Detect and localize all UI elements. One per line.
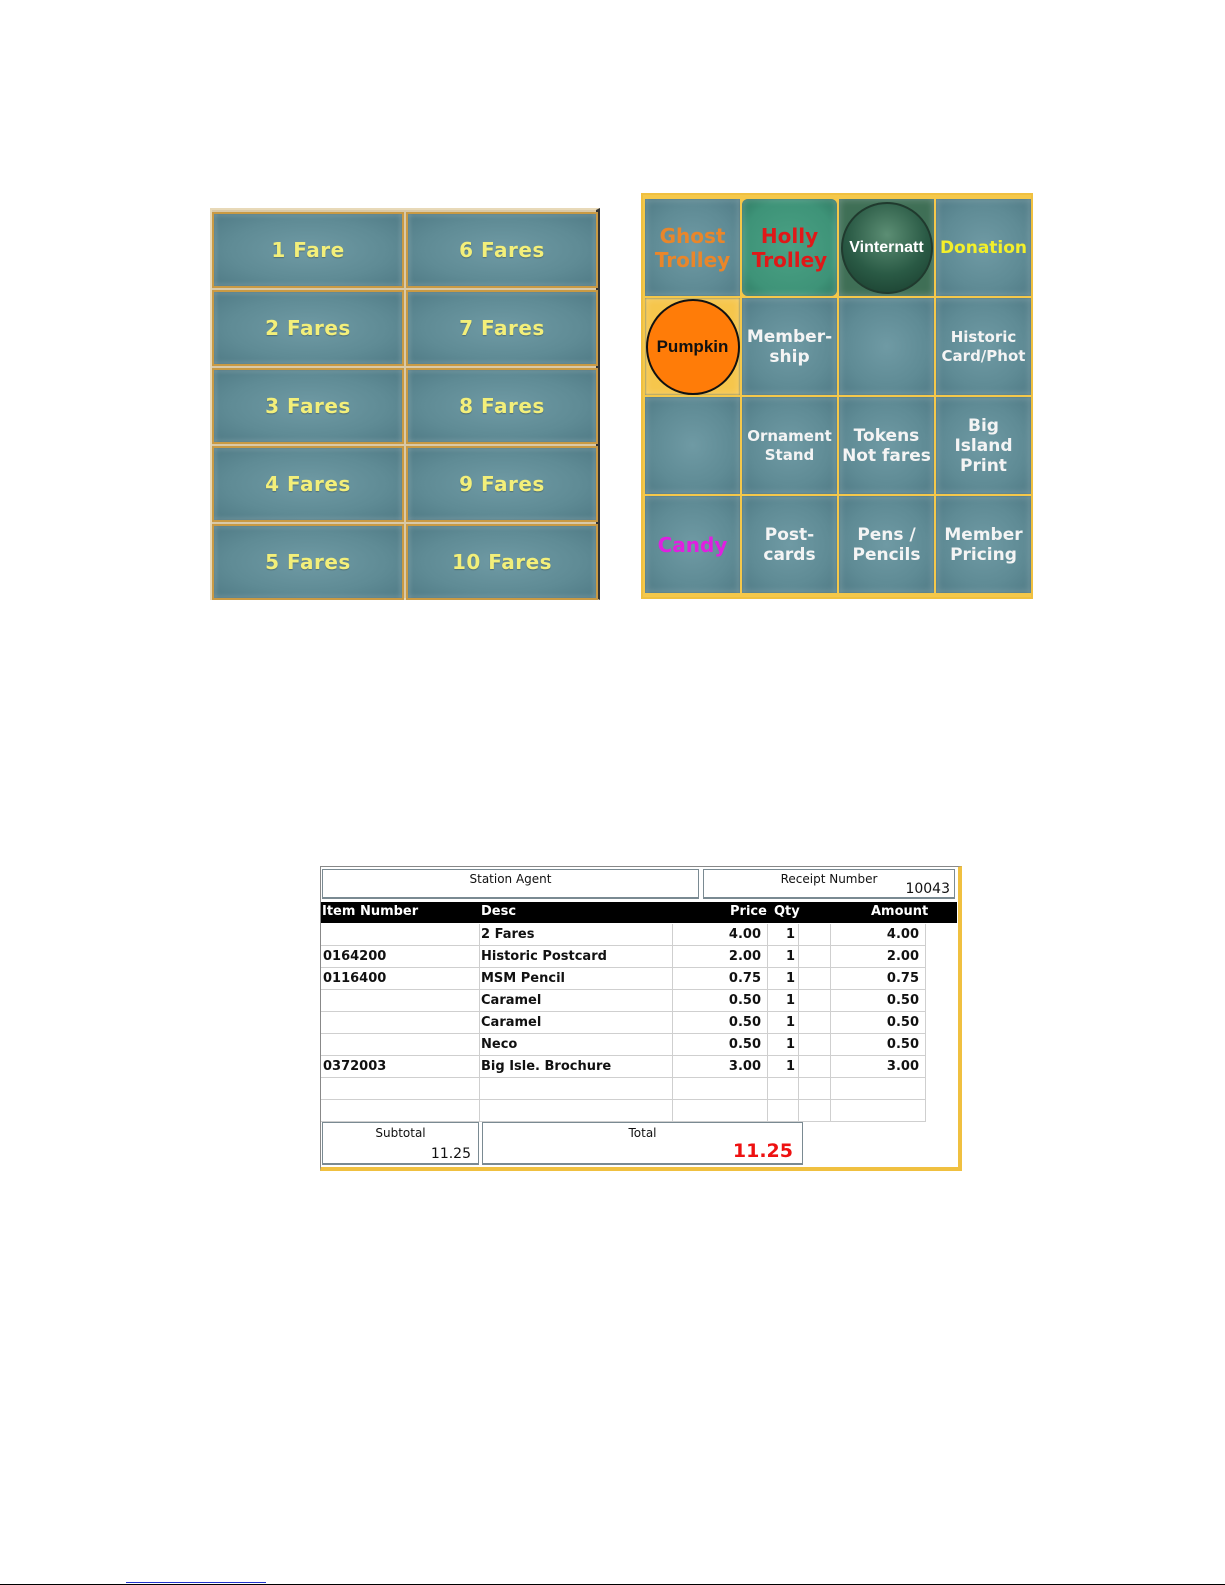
subtotal-box — [322, 1122, 479, 1165]
cell-amount — [831, 1078, 926, 1099]
cell-amount: 4.00 — [831, 924, 926, 945]
cell-amount — [831, 1100, 926, 1121]
pens-pencils-button[interactable]: Pens / Pencils — [839, 496, 934, 593]
fares-panel — [210, 208, 600, 600]
cell-amount: 0.50 — [831, 990, 926, 1011]
table-row[interactable] — [321, 1056, 926, 1078]
cell-price — [673, 1100, 768, 1121]
cell-blank — [799, 924, 831, 945]
member-pricing-button[interactable]: Member Pricing — [936, 496, 1031, 593]
cell-qty: 1 — [768, 990, 799, 1011]
cell-blank — [799, 1100, 831, 1121]
fare-button-9[interactable]: 9 Fares — [406, 446, 598, 522]
cell-desc: Caramel — [480, 990, 673, 1011]
receipt-number-box — [703, 869, 955, 899]
holly-trolley-button[interactable]: Holly Trolley — [742, 199, 837, 296]
items-panel — [641, 193, 1033, 599]
table-row[interactable] — [321, 1012, 926, 1034]
table-row[interactable] — [321, 946, 926, 968]
total-box — [482, 1122, 803, 1165]
cell-qty: 1 — [768, 968, 799, 989]
table-row[interactable] — [321, 1078, 926, 1100]
fare-button-10[interactable]: 10 Fares — [406, 524, 598, 600]
cell-amount: 0.50 — [831, 1012, 926, 1033]
subtotal-label: Subtotal — [375, 1126, 426, 1140]
table-row[interactable] — [321, 1100, 926, 1122]
fare-button-8[interactable]: 8 Fares — [406, 368, 598, 444]
cell-item-number: 0372003 — [321, 1056, 480, 1077]
fare-button-3[interactable]: 3 Fares — [212, 368, 404, 444]
fare-button-2[interactable]: 2 Fares — [212, 290, 404, 366]
cell-price: 4.00 — [673, 924, 768, 945]
cell-item-number — [321, 924, 480, 945]
table-row[interactable] — [321, 968, 926, 990]
vinternatt-button[interactable]: Vinternatt — [841, 202, 933, 294]
postcards-button[interactable]: Post- cards — [742, 496, 837, 593]
cell-blank — [799, 1034, 831, 1055]
receipt-number-label: Receipt Number — [780, 872, 878, 886]
cell-item-number — [321, 1034, 480, 1055]
cell-price: 0.50 — [673, 1012, 768, 1033]
fare-button-1[interactable]: 1 Fare — [212, 212, 404, 288]
cell-desc — [480, 1100, 673, 1121]
cell-qty — [768, 1078, 799, 1099]
table-row[interactable] — [321, 990, 926, 1012]
cell-qty: 1 — [768, 946, 799, 967]
empty-item-button-1[interactable] — [839, 298, 934, 395]
fares-grid — [212, 210, 598, 600]
empty-item-button-2[interactable] — [645, 397, 740, 494]
cell-qty: 1 — [768, 1034, 799, 1055]
subtotal-value: 11.25 — [430, 1146, 471, 1162]
cell-desc: 2 Fares — [480, 924, 673, 945]
cell-qty — [768, 1100, 799, 1121]
cell-desc: Caramel — [480, 1012, 673, 1033]
fare-button-7[interactable]: 7 Fares — [406, 290, 598, 366]
items-grid — [645, 199, 1031, 597]
receipt-panel — [320, 866, 962, 1171]
cell-amount: 3.00 — [831, 1056, 926, 1077]
cell-desc: Big Isle. Brochure — [480, 1056, 673, 1077]
cell-qty: 1 — [768, 924, 799, 945]
cell-blank — [799, 1078, 831, 1099]
station-agent-box — [322, 869, 699, 899]
cell-item-number — [321, 990, 480, 1011]
cell-item-number — [321, 1078, 480, 1099]
cell-blank — [799, 1056, 831, 1077]
fare-button-5[interactable]: 5 Fares — [212, 524, 404, 600]
cell-blank — [799, 946, 831, 967]
cell-price: 0.75 — [673, 968, 768, 989]
receipt-column-header — [321, 902, 957, 923]
cell-item-number — [321, 1012, 480, 1033]
cell-item-number: 0116400 — [321, 968, 480, 989]
cell-desc — [480, 1078, 673, 1099]
vinternatt-cell — [839, 199, 934, 296]
ornament-stand-button[interactable]: Ornament Stand — [742, 397, 837, 494]
membership-button[interactable]: Member- ship — [742, 298, 837, 395]
cell-price — [673, 1078, 768, 1099]
receipt-number-value: 10043 — [905, 881, 950, 897]
ghost-trolley-button[interactable]: Ghost Trolley — [645, 199, 740, 296]
cell-item-number: 0164200 — [321, 946, 480, 967]
column-amount: Amount — [871, 904, 929, 919]
candy-button[interactable]: Candy — [645, 496, 740, 593]
column-price: Price — [730, 904, 767, 919]
cell-blank — [799, 968, 831, 989]
cell-desc: Neco — [480, 1034, 673, 1055]
cell-amount: 2.00 — [831, 946, 926, 967]
cell-amount: 0.50 — [831, 1034, 926, 1055]
fare-button-4[interactable]: 4 Fares — [212, 446, 404, 522]
cell-item-number — [321, 1100, 480, 1121]
cell-amount: 0.75 — [831, 968, 926, 989]
receipt-rows — [321, 924, 926, 1122]
cell-price: 0.50 — [673, 1034, 768, 1055]
table-row[interactable] — [321, 1034, 926, 1056]
total-value: 11.25 — [732, 1140, 793, 1162]
cell-qty: 1 — [768, 1056, 799, 1077]
cell-price: 0.50 — [673, 990, 768, 1011]
big-island-print-button[interactable]: Big Island Print — [936, 397, 1031, 494]
column-item-number: Item Number — [322, 904, 419, 919]
total-label: Total — [628, 1126, 657, 1140]
cell-desc: Historic Postcard — [480, 946, 673, 967]
cell-qty: 1 — [768, 1012, 799, 1033]
cell-price: 3.00 — [673, 1056, 768, 1077]
fare-button-6[interactable]: 6 Fares — [406, 212, 598, 288]
table-row[interactable] — [321, 924, 926, 946]
footnote-separator — [126, 1582, 266, 1583]
column-qty: Qty — [774, 904, 800, 919]
cell-price: 2.00 — [673, 946, 768, 967]
cell-blank — [799, 990, 831, 1011]
donation-button[interactable]: Donation — [936, 199, 1031, 296]
tokens-button[interactable]: Tokens Not fares — [839, 397, 934, 494]
cell-desc: MSM Pencil — [480, 968, 673, 989]
pumpkin-cell — [645, 298, 740, 395]
cell-blank — [799, 1012, 831, 1033]
historic-card-button[interactable]: Historic Card/Phot — [936, 298, 1031, 395]
station-agent-label: Station Agent — [469, 872, 552, 886]
column-desc: Desc — [481, 904, 517, 919]
pumpkin-button[interactable]: Pumpkin — [646, 299, 740, 395]
